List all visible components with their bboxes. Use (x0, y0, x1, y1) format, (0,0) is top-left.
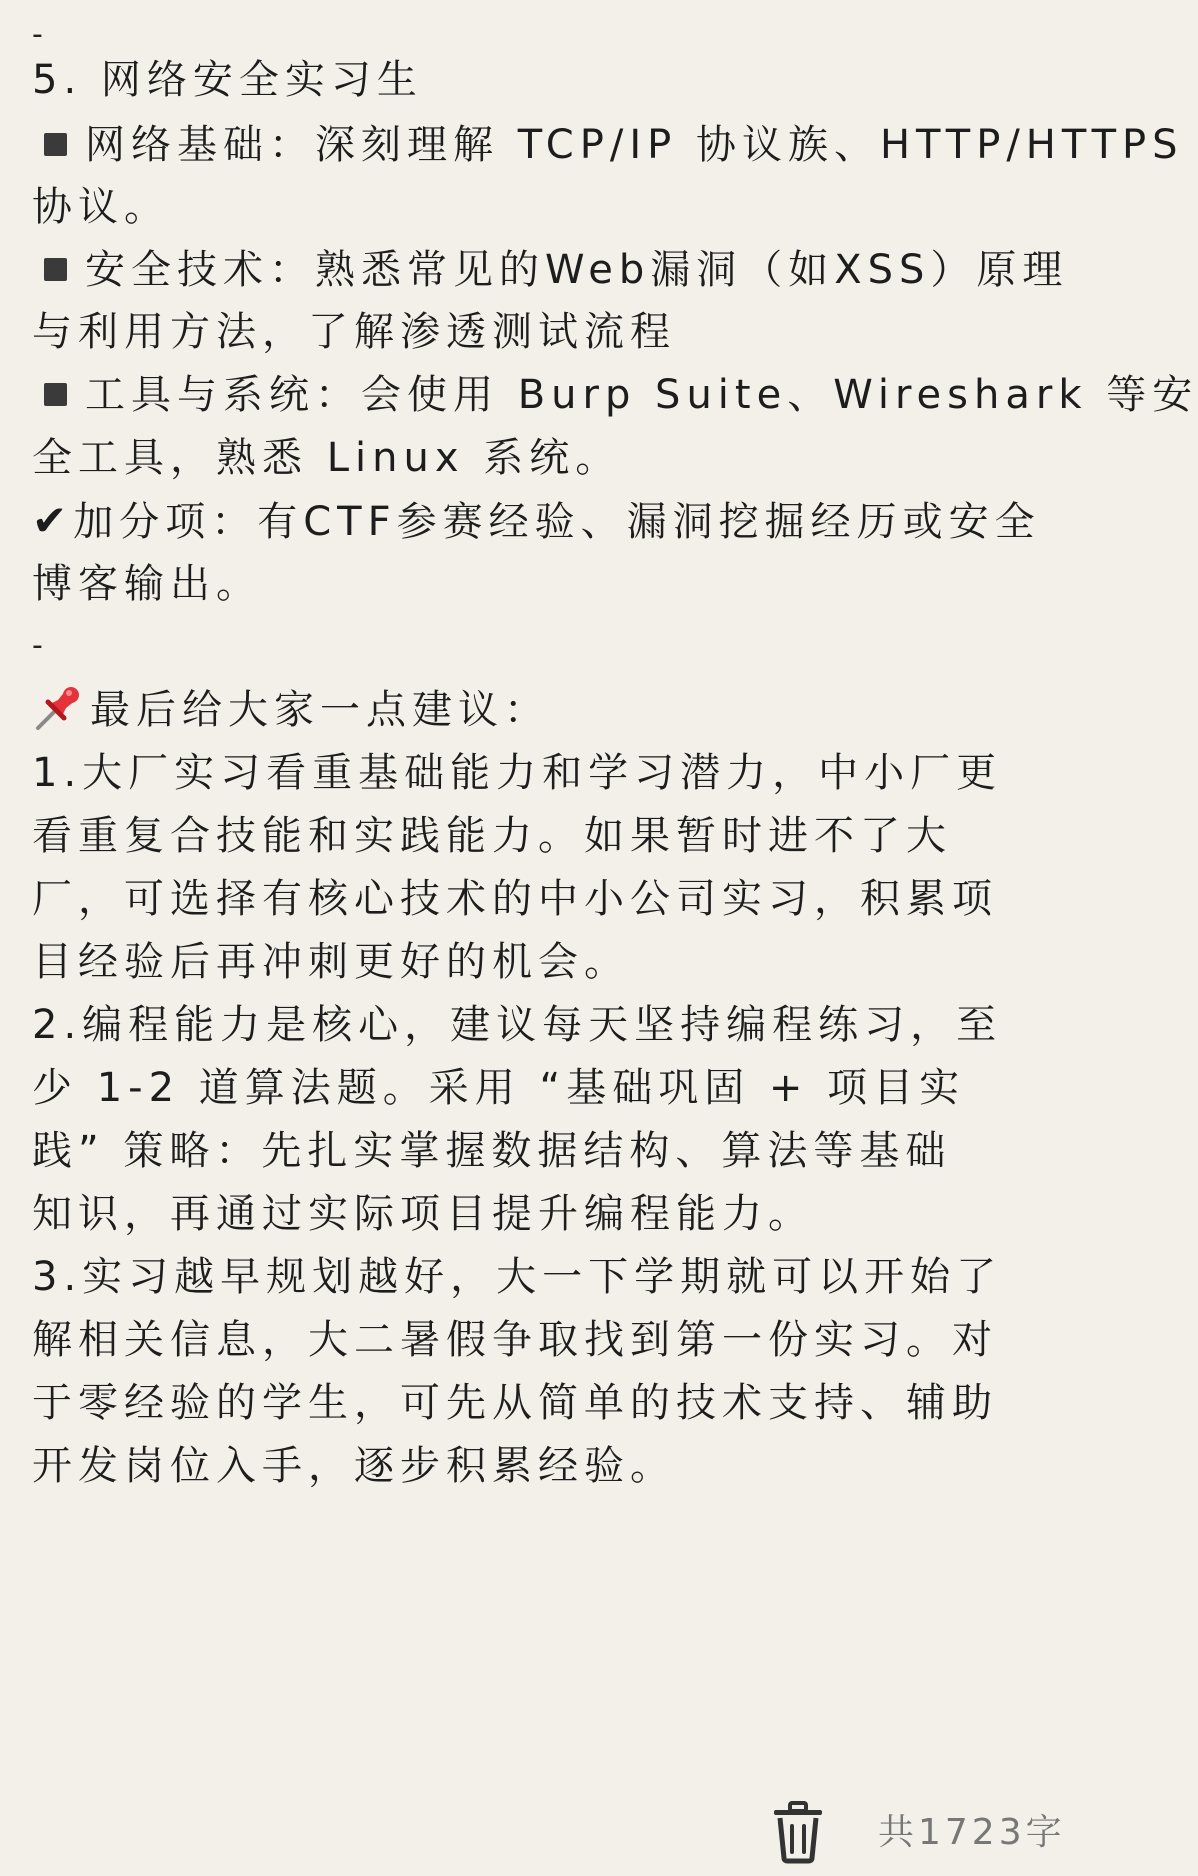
text-line: 全工具，熟悉 Linux 系统。 (32, 435, 622, 481)
check-mark-icon: ✔ (32, 496, 68, 545)
text-line: 厂，可选择有核心技术的中小公司实习，积累项 (32, 876, 998, 922)
bullet-square-icon (44, 133, 67, 156)
bonus-line: ✔ 加分项：有CTF参赛经验、漏洞挖掘经历或安全 (32, 486, 1041, 556)
editor-footer (0, 1786, 1080, 1876)
list-item: 安全技术：熟悉常见的Web漏洞（如XSS）原理 (32, 235, 1068, 305)
text-line: 少 1-2 道算法题。采用 “基础巩固 + 项目实 (32, 1065, 966, 1111)
text-line: 与利用方法，了解渗透测试流程 (32, 309, 676, 355)
advice-heading: 最后给大家一点建议： (32, 675, 550, 745)
bullet-square-icon (44, 258, 67, 281)
list-item: 网络基础：深刻理解 TCP/IP 协议族、HTTP/HTTPS (32, 110, 1184, 180)
character-count: 共1723字 (878, 1812, 1066, 1853)
text-line: 3.实习越早规划越好，大一下学期就可以开始了 (32, 1254, 1003, 1300)
text-line: 解相关信息，大二暑假争取找到第一份实习。对 (32, 1317, 998, 1363)
pushpin-icon (32, 682, 84, 734)
text-line: 目经验后再冲刺更好的机会。 (32, 939, 630, 985)
bullet-square-icon (44, 383, 67, 406)
text-line: 知识，再通过实际项目提升编程能力。 (32, 1191, 814, 1237)
text-line: 践” 策略：先扎实掌握数据结构、算法等基础 (32, 1128, 952, 1174)
trash-icon[interactable] (770, 1800, 826, 1864)
list-item: 工具与系统：会使用 Burp Suite、Wireshark 等安 (32, 360, 1198, 430)
text-line: 开发岗位入手，逐步积累经验。 (32, 1443, 676, 1489)
section-heading: 5. 网络安全实习生 (32, 57, 423, 103)
text-line: 1.大厂实习看重基础能力和学习潜力，中小厂更 (32, 750, 1003, 796)
text-line: 博客输出。 (32, 561, 262, 607)
text-line: 2.编程能力是核心，建议每天坚持编程练习，至 (32, 1002, 1003, 1048)
text-line: 看重复合技能和实践能力。如果暂时进不了大 (32, 813, 952, 859)
text-line: 于零经验的学生，可先从简单的技术支持、辅助 (32, 1380, 998, 1426)
text-line: 协议。 (32, 184, 170, 230)
separator-dash: - (32, 17, 43, 52)
separator-dash: - (32, 628, 43, 663)
